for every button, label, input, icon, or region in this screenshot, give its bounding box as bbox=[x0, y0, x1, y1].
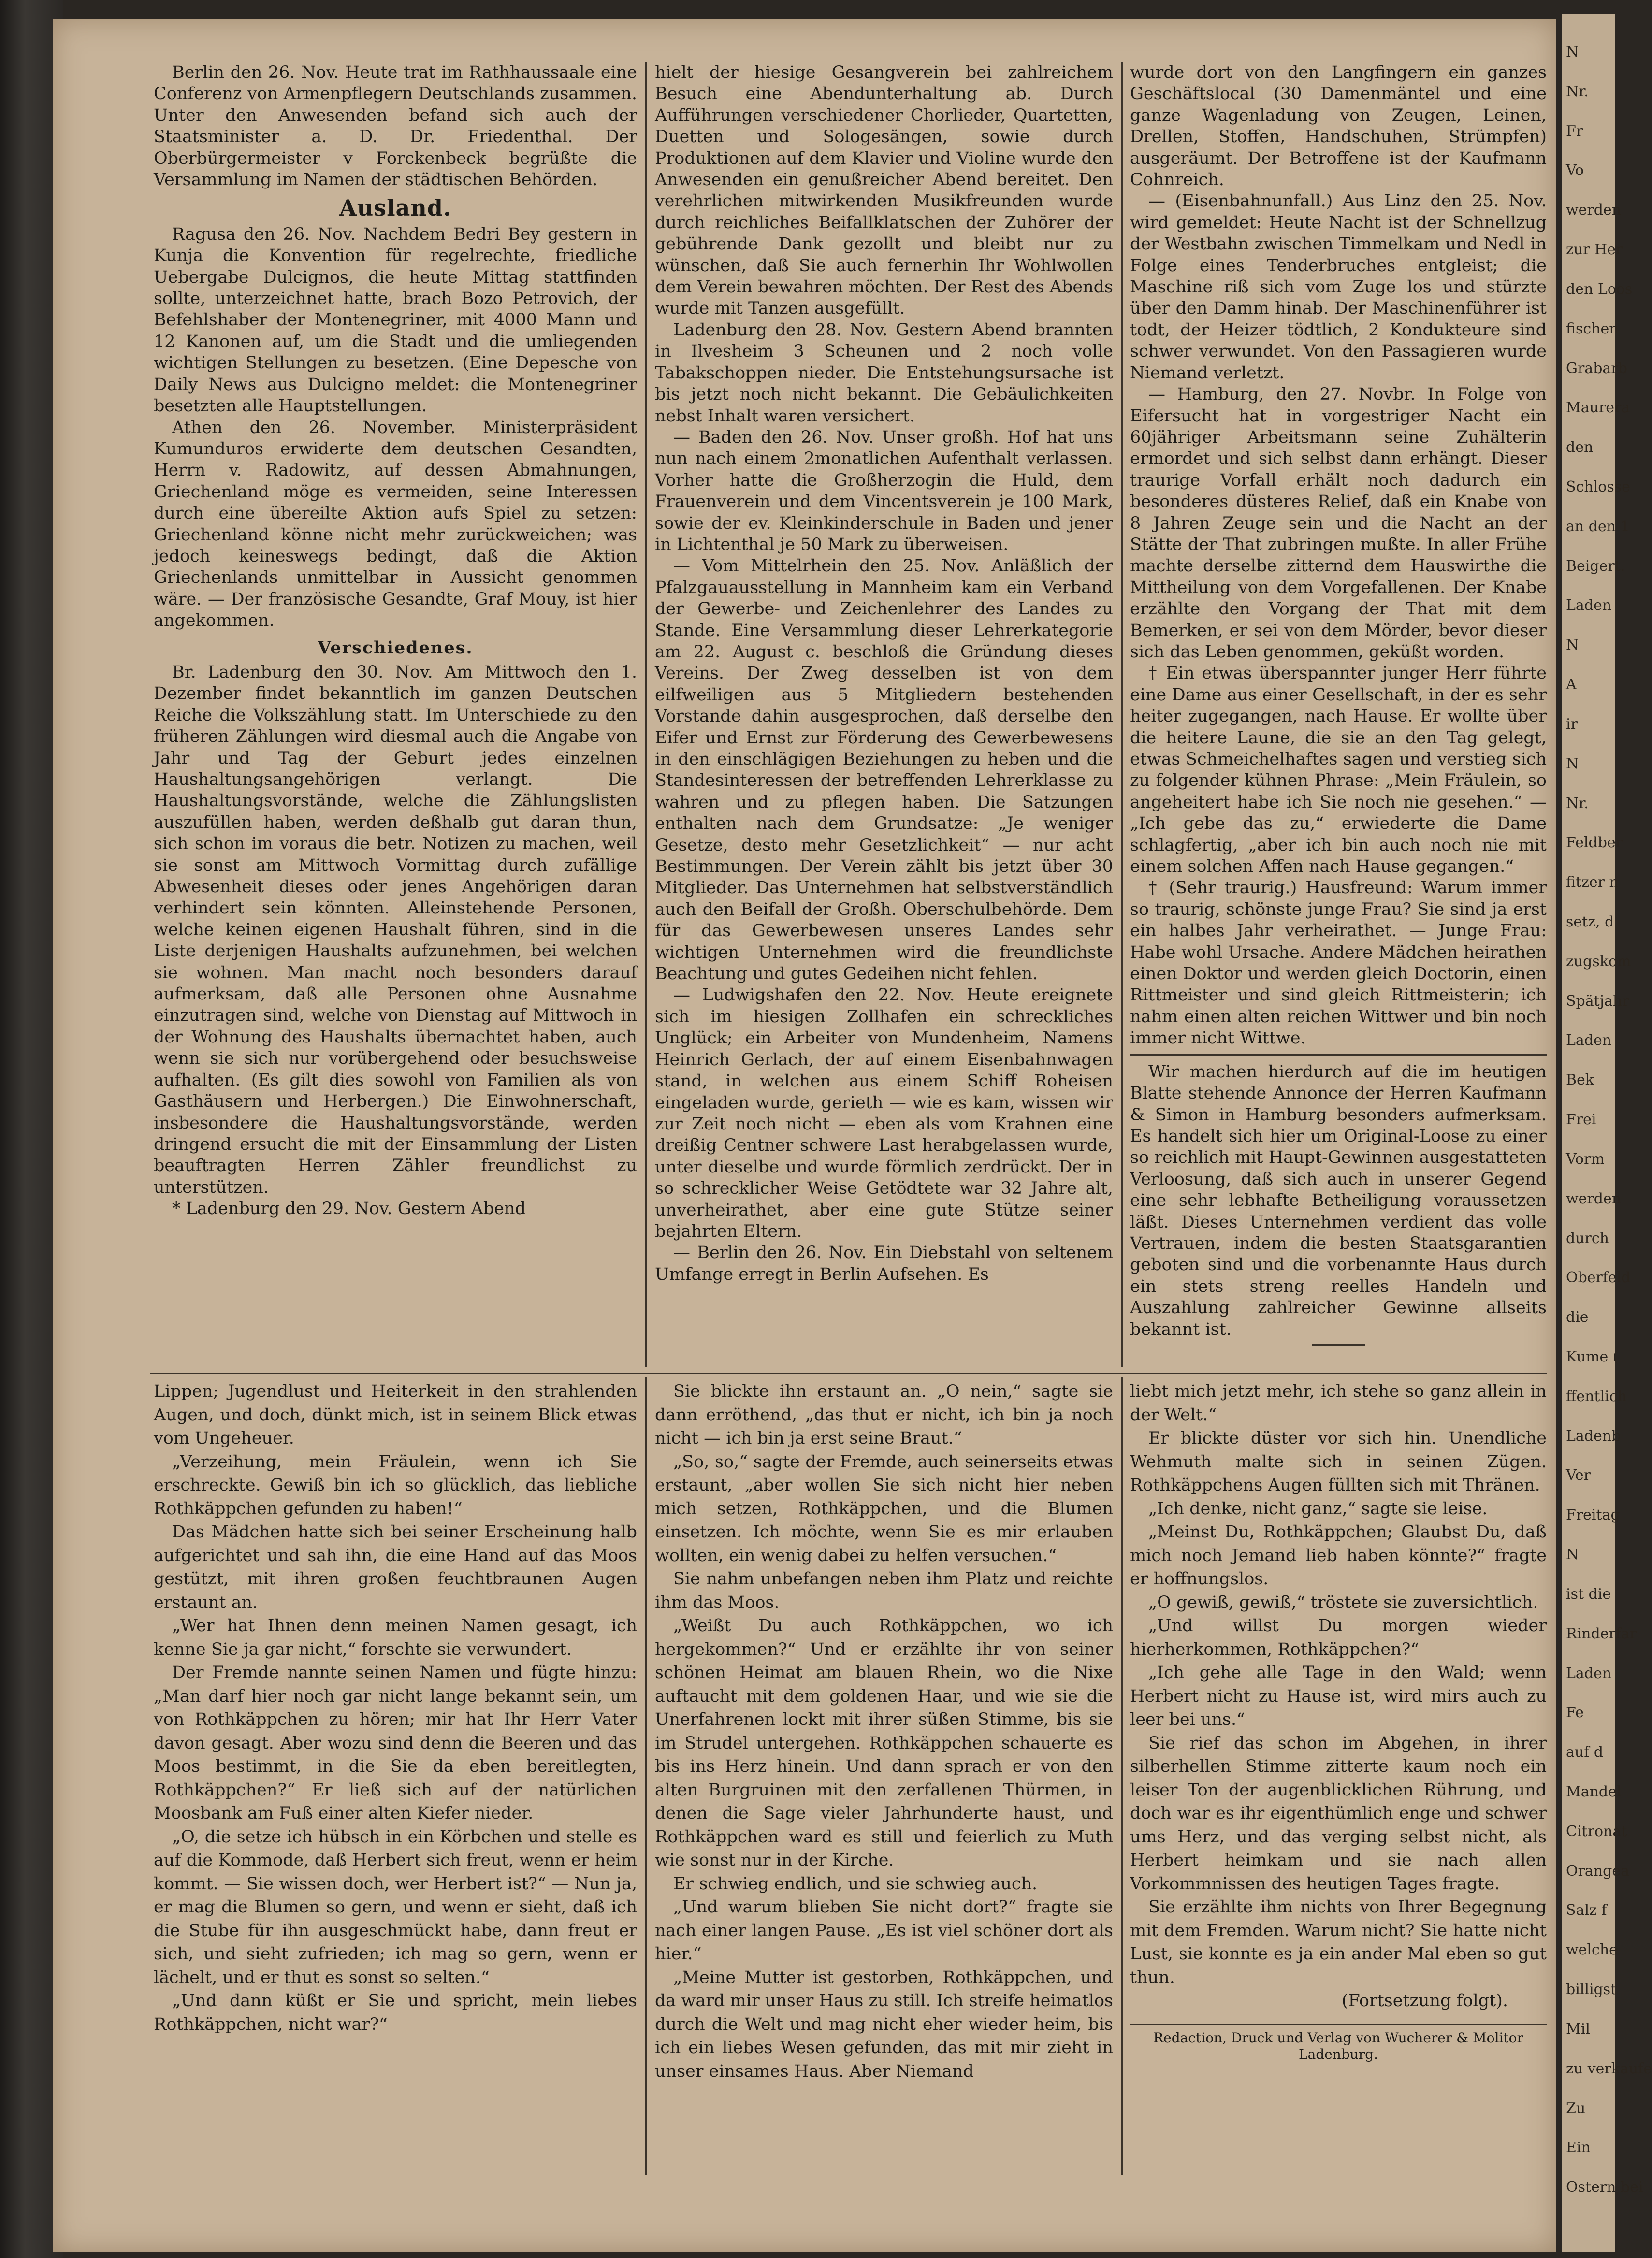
article-paragraph: Er schwieg endlich, und sie schwieg auch. bbox=[673, 1874, 1038, 1894]
lower-col2-paragraphs bbox=[655, 1380, 1113, 2083]
verschiedenes-paragraphs bbox=[154, 662, 637, 1220]
adjacent-page-fragment: Schlosse bbox=[1566, 478, 1630, 495]
article-paragraph: „Meine Mutter ist gestorben, Rothkäppchen, und da ward mir unser Haus zu still. Ich streife heimatlos durch die Welt und mag nicht eher wieder heim, bis ich ein liebes Wesen gefunden, das mit mir zieht in unser einsames Haus. Aber Niemand bbox=[655, 1968, 1113, 2081]
article-paragraph: † Ein etwas überspannter junger Herr führte eine Dame aus einer Gesellschaft, in der es sehr heiter zugegangen, nach Hause. Er wollte über die heitere Laune, die sie an den Tag gelegt, etwas Schmeichelhaftes sagen und verstieg sich zu folgender kühnen Phrase: „Mein Fräulein, so angeheitert habe ich Sie noch nie gesehen.“ — „Ich gebe das zu,“ erwiederte die Dame schlagfertig, „aber ich bin auch noch nie mit einem solchen Affen nach Hause gegangen.“ bbox=[1130, 664, 1547, 877]
adjacent-page-fragment: Spätjahr bbox=[1566, 992, 1629, 1010]
column-rule bbox=[1121, 1377, 1123, 2175]
article-paragraph: liebt mich jetzt mehr, ich stehe so ganz allein in der Welt.“ bbox=[1130, 1382, 1547, 1425]
adjacent-page-fragment: durch bbox=[1566, 1230, 1609, 1247]
article-paragraph: — Ludwigshafen den 22. Nov. Heute ereignete sich im hiesigen Zollhafen ein schreckliches Unglück; ein Arbeiter von Mundenheim, Namens Heinrich Gerlach, der auf einem Eisenbahnwagen stand, in welchen aus einem Schiff Roheisen eingeladen wurde, gerieth — wie es kam, wissen wir zur Zeit noch nicht — eben als vom Krahnen eine dreißig Centner schwere Last herabgelassen wurde, unter dieselbe und wurde förmlich zerdrückt. Der in so schrecklicher Weise Getödtete war 32 Jahre alt, unverheirathet, aber eine gute Stütze seiner bejahrten Eltern. bbox=[655, 985, 1113, 1241]
adjacent-page-fragment: N bbox=[1566, 637, 1579, 654]
adjacent-page-fragment: A bbox=[1566, 676, 1577, 694]
article-paragraph: Er blickte düster vor sich hin. Unendliche Wehmuth malte sich in seinen Zügen. Rothkäppchens Augen füllten sich mit Thränen. bbox=[1130, 1429, 1547, 1495]
short-rule bbox=[1312, 1344, 1365, 1346]
adjacent-page-fragment: Frei bbox=[1566, 1111, 1596, 1129]
adjacent-page-fragment: Fe bbox=[1566, 1704, 1584, 1722]
adjacent-page-fragment: Bek bbox=[1566, 1071, 1594, 1089]
article-paragraph: Sie nahm unbefangen neben ihm Platz und reichte ihm das Moos. bbox=[655, 1569, 1113, 1612]
ausland-heading: Ausland. bbox=[339, 195, 451, 221]
verschiedenes-heading: Verschiedenes. bbox=[318, 637, 473, 658]
upper-col2-paragraphs bbox=[655, 62, 1113, 1285]
adjacent-page-fragment: Salz f bbox=[1566, 1902, 1607, 1919]
adjacent-page-fragment: Mandel bbox=[1566, 1783, 1622, 1800]
article-paragraph: „Verzeihung, mein Fräulein, wenn ich Sie erschreckte. Gewiß bin ich so glücklich, das liebliche Rothkäppchen gefunden zu haben!“ bbox=[154, 1452, 637, 1519]
upper-col1-paragraphs bbox=[154, 62, 637, 190]
lower-col1-paragraphs bbox=[154, 1380, 637, 2036]
article-paragraph: „Weißt Du auch Rothkäppchen, wo ich hergekommen?“ Und er erzählte ihr von seiner schönen Heimat am blauen Rhein, wo die Nixe auftaucht mit dem goldenen Haar, und wie sie die Unerfahrenen lockt mit ihrer süßen Stimme, bis sie im Strudel untergehen. Rothkäppchen schauerte es bis ins Herz hinein. Und dann sprach er von den alten Burgruinen mit den zerfallenen Thürmen, in denen die Sage vieler Jahrhunderte haust, und Rothkäppchen ward es still und feierlich zu Muth wie sonst nur in der Kirche. bbox=[655, 1616, 1113, 1870]
adjacent-page-fragment: Orangea bbox=[1566, 1862, 1629, 1880]
article-paragraph: Athen den 26. November. Ministerpräsident Kumunduros erwiderte dem deutschen Gesandten, Herrn v. Radowitz, auf dessen Abmahnungen, Griechenland möge es vermeiden, seine Interessen durch eine übereilte Aktion aufs Spiel zu setzen: Griechenland könne nicht mehr zurückweichen; was jedoch keineswegs bedingt, daß die Aktion Griechenlands unmittelbar in Aussicht genommen wäre. — Der französische Gesandte, Graf Mouy, ist hier angekommen. bbox=[154, 418, 637, 631]
adjacent-page-fragment: Ladenb bbox=[1566, 1427, 1621, 1445]
lower-col3-paragraphs bbox=[1130, 1380, 1547, 1989]
adjacent-page-fragment: Rinderfar bbox=[1566, 1625, 1637, 1642]
adjacent-page-fragment: Nr. bbox=[1566, 83, 1589, 100]
adjacent-page-fragment: Vo bbox=[1566, 162, 1584, 179]
adjacent-page-fragment: Laden bbox=[1566, 1665, 1612, 1682]
article-paragraph: Das Mädchen hatte sich bei seiner Erscheinung halb aufgerichtet und sah ihn, die eine Hand auf das Moos gestützt, mit ihren großen feuchtbraunen Augen erstaunt an. bbox=[154, 1522, 637, 1612]
adjacent-page-fragment: ffentlich bbox=[1566, 1388, 1627, 1405]
article-paragraph: Br. Ladenburg den 30. Nov. Am Mittwoch den 1. Dezember findet bekanntlich im ganzen Deutschen Reiche die Volkszählung statt. Im Unterschiede zu den früheren Zählungen wird diesmal auch die Angabe von Jahr und Tag der Geburt jedes einzelnen Haushaltungsangehörigen verlangt. Die Haushaltungsvorstände, welche die Zählungslisten auszufüllen haben, werden deßhalb gut daran thun, sich schon im voraus die betr. Notizen zu machen, weil sie sonst am Mittwoch Vormittag durch zufällige Abwesenheit dieses oder jenes Angehörigen daran verhindert sein könnten. Alleinstehende Personen, welche keinen eigenen Haushalt führen, sind in die Liste derjenigen Haushalts aufzunehmen, bei welchen sie wohnen. Man macht noch besonders darauf aufmerksam, daß alle Personen ohne Ausnahme einzutragen sind, welche von Dienstag auf Mittwoch in der Wohnung des Haushalts übernachtet haben, auch wenn sie sich nur vorübergehend oder besuchsweise aufhalten. (Es gilt dies sowohl von Familien als von Gasthäusern und Herbergen.) Die Einwohnerschaft, insbesondere die Haushaltungsvorstände, werden dringend ersucht die mit der Einsammlung der Listen beauftragten Herren Zähler freundlichst zu unterstützen. bbox=[154, 662, 637, 1197]
article-paragraph: — Hamburg, den 27. Novbr. In Folge von Eifersucht hat in vorgestriger Nacht ein 60jähriger Arbeitsmann seine Zuhälterin ermordet und sich selbst dann erhängt. Dieser traurige Vorfall erhält noch dadurch ein besonderes düsteres Relief, daß ein Knabe von 8 Jahren Zeuge sein und die Nacht an der Stätte der That zubringen mußte. In aller Frühe machte derselbe zitternd dem Hauswirthe die Mittheilung von dem Vorgefallenen. Der Knabe erzählte den Vorgang der That mit dem Bemerken, er sei von dem Mörder, bevor dieser sich das Leben genommen, geküßt worden. bbox=[1130, 385, 1547, 662]
column-rule bbox=[645, 62, 647, 1367]
adjacent-page-fragment: Beigert. bbox=[1566, 557, 1625, 575]
imprint-rule bbox=[1130, 2024, 1547, 2025]
adjacent-page-fragment: Mil bbox=[1566, 2020, 1590, 2038]
article-paragraph: Sie blickte ihn erstaunt an. „O nein,“ sagte sie dann erröthend, „das thut er nicht, ich bin ja noch nicht — ich bin ja erst seine Braut.“ bbox=[655, 1382, 1113, 1448]
adjacent-page-fragment: fitzer n bbox=[1566, 874, 1619, 891]
column-rule bbox=[645, 1377, 647, 2175]
article-paragraph: „So, so,“ sagte der Fremde, auch seinerseits etwas erstaunt, „aber wollen Sie sich nicht hier neben mich setzen, Rothkäppchen, und die Blumen einsetzen. Ich möchte, wenn Sie es mir erlauben wollten, ein wenig dabei zu helfen versuchen.“ bbox=[655, 1452, 1113, 1565]
adjacent-page-fragment: Fr bbox=[1566, 122, 1583, 140]
article-paragraph: — Vom Mittelrhein den 25. Nov. Anläßlich der Pfalzgauausstellung in Mannheim kam ein Verband der Gewerbe- und Zeichenlehrer des Landes zu Stande. Eine Versammlung dieser Lehrerkategorie am 22. August c. beschloß die Gründung dieses Vereins. Der Zweg desselben ist von dem eilfweiligen aus 5 Mitgliedern bestehenden Vorstande dahin ausgesprochen, daß derselbe den Eifer und Ernst zur Förderung des Gewerbewesens in den einschlägigen Beziehungen zu heben und die Standesinteressen der betreffenden Lehrerklasse zu wahren und zu pflegen haben. Die Satzungen enthalten nach dem Grundsatze: „Je weniger Gesetze, desto mehr Gesetzlichkeit“ — nur acht Bestimmungen. Der Verein zählt bis jetzt über 30 Mitglieder. Das Unternehmen hat selbstverständlich auch den Beifall der Großh. Oberschulbehörde. Dem für das Gewerbewesen unseres Landes sehr wichtigen Unternehmen wird die freundlichste Beachtung und gutes Gedeihen nicht fehlen. bbox=[655, 556, 1113, 984]
adjacent-page-fragment: zu verkaufe bbox=[1566, 2060, 1652, 2077]
lower-column-2 bbox=[655, 1380, 1113, 2083]
article-paragraph: hielt der hiesige Gesangverein bei zahlreichem Besuch eine Abendunterhaltung ab. Durch Aufführungen verschiedener Chorlieder, Quartetten, Duetten und Sologesängen, sowie durch Produktionen auf dem Klavier und Violine wurde den Anwesenden ein genußreicher Abend bereitet. Den verehrlichen mitwirkenden Musikfreunden wurde durch reichliches Beifallklatschen der Zuhörer der gebührende Dank gezollt und bleibt nur zu wünschen, daß Sie auch fernerhin Ihr Wohlwollen dem Verein bewahren möchten. Der Rest des Abends wurde mit Tanzen ausgefüllt. bbox=[655, 63, 1113, 318]
article-paragraph: * Ladenburg den 29. Nov. Gestern Abend bbox=[172, 1199, 526, 1219]
adjacent-page-fragment: Ver bbox=[1566, 1467, 1591, 1484]
lower-column-1 bbox=[154, 1380, 637, 2036]
adjacent-page-fragment: Vorm bbox=[1566, 1150, 1605, 1168]
adjacent-page-fragment: N bbox=[1566, 43, 1579, 60]
adjacent-page-fragment: Grabarb bbox=[1566, 360, 1627, 377]
article-paragraph: — Berlin den 26. Nov. Ein Diebstahl von seltenem Umfange erregt in Berlin Aufsehen. Es bbox=[655, 1243, 1113, 1284]
adjacent-page-fragment: Maurera bbox=[1566, 399, 1630, 417]
imprint-line: Redaction, Druck und Verlag von Wucherer & Molitor Ladenburg. bbox=[1153, 2029, 1523, 2062]
article-paragraph: Lippen; Jugendlust und Heiterkeit in den strahlenden Augen, und doch, dünkt mich, ist in seinem Blick etwas vom Ungeheuer. bbox=[154, 1382, 637, 1448]
article-paragraph: Ragusa den 26. Nov. Nachdem Bedri Bey gestern in Kunja die Konvention für regelrechte, friedliche Uebergabe Dulcignos, die heute Mittag stattfinden sollte, unterzeichnet hatte, brach Bozo Petrovich, der Befehlshaber der Montenegriner, mit 4000 Mann und 12 Kanonen auf, um die Stadt und die umliegenden wichtigen Stellungen zu besetzen. (Eine Depesche von Daily News aus Dulcigno meldet: die Montenegriner besetzten alle Hauptstellungen. bbox=[154, 224, 637, 416]
upper-column-1 bbox=[154, 62, 637, 1220]
adjacent-page-fragment: den Loos bbox=[1566, 280, 1633, 298]
article-paragraph: „O, die setze ich hübsch in ein Körbchen und stelle es auf die Kommode, daß Herbert sich freut, wenn er heim kommt. — Sie wissen doch, wer Herbert ist?“ — Nun ja, er mag die Blumen so gern, und wenn er sieht, daß ich die Stube für ihn ausgeschmückt habe, dann freut er sich, und sieht zufrieden; ich mag so gern, wenn er lächelt, und er thut es sonst so selten.“ bbox=[154, 1827, 637, 1987]
article-paragraph: wurde dort von den Langfingern ein ganzes Geschäftslocal (30 Damenmäntel und eine ganze Wagenladung von Zeugen, Leinen, Drellen, Stoffen, Handschuhen, Strümpfen) ausgeräumt. Der Betroffene ist der Kaufmann Cohnreich. bbox=[1130, 63, 1547, 190]
adjacent-page-fragment: Nr. bbox=[1566, 795, 1589, 812]
adjacent-page-fragment: Oberfeld bbox=[1566, 1269, 1631, 1287]
adjacent-page-fragment: zur Her bbox=[1566, 241, 1623, 259]
adjacent-page-fragment: ir bbox=[1566, 715, 1578, 733]
article-paragraph: „Ich denke, nicht ganz,“ sagte sie leise. bbox=[1148, 1499, 1488, 1519]
adjacent-page-fragment: Freitag bbox=[1566, 1506, 1620, 1524]
article-paragraph: Der Fremde nannte seinen Namen und fügte hinzu: „Man darf hier noch gar nicht lange bekannt sein, um von Rothkäppchen zu hören; mir hat Ihr Herr Vater davon gesagt. Aber wozu sind denn die Beeren und das Moos bestimmt, in die Sie da eben bereitlegten, Rothkäppchen?“ Er ließ sich auf der natürlichen Moosbank am Fuß einer alten Kiefer nieder. bbox=[154, 1663, 637, 1823]
article-paragraph: † (Sehr traurig.) Hausfreund: Warum immer so traurig, schönste junge Frau? Sie sind ja erst ein halbes Jahr verheirathet. — Junge Frau: Habe wohl Ursache. Andere Mädchen heirathen einen Doktor und werden gleich Doctorin, einen Rittmeister und sind gleich Rittmeisterin; ich nahm einen alten reichen Wittwer und bin noch immer nicht Wittwe. bbox=[1130, 878, 1547, 1048]
article-paragraph: „Und willst Du morgen wieder hierherkommen, Rothkäppchen?“ bbox=[1130, 1616, 1547, 1659]
ausland-paragraphs bbox=[154, 224, 637, 632]
adjacent-page-fragment: die bbox=[1566, 1309, 1589, 1326]
column-rule bbox=[1121, 62, 1123, 1367]
continuation-note: (Fortsetzung folgt). bbox=[1341, 1991, 1508, 2011]
adjacent-page-fragment: N bbox=[1566, 755, 1579, 772]
article-paragraph: Ladenburg den 28. Nov. Gestern Abend brannten in Ilvesheim 3 Scheunen und 2 noch volle Tabakschoppen nieder. Die Entstehungsursache ist bis jetzt noch nicht bekannt. Die Gebäulichkeiten nebst Inhalt waren versichert. bbox=[655, 320, 1113, 426]
adjacent-page-fragment: den bbox=[1566, 439, 1594, 456]
adjacent-page-fragment: billigst bbox=[1566, 1981, 1617, 1998]
lower-column-3 bbox=[1130, 1380, 1547, 2063]
adjacent-page-fragment: ist die bbox=[1566, 1585, 1611, 1603]
article-paragraph: „Meinst Du, Rothkäppchen; Glaubst Du, daß mich noch Jemand lieb haben könnte?“ fragte er hoffnungslos. bbox=[1130, 1522, 1547, 1589]
adjacent-page-fragment: welche bbox=[1566, 1941, 1618, 1959]
adjacent-page-fragment: Laden bbox=[1566, 1032, 1612, 1049]
article-paragraph: „Und warum blieben Sie nicht dort?“ fragte sie nach einer langen Pause. „Es ist viel schöner dort als hier.“ bbox=[655, 1897, 1113, 1964]
adjacent-page-fragment: auf d bbox=[1566, 1744, 1604, 1761]
adjacent-page-fragment: N bbox=[1566, 1546, 1579, 1563]
adjacent-page-fragment: an den 1 bbox=[1566, 518, 1630, 535]
adjacent-page-fragment: Citronat bbox=[1566, 1823, 1627, 1840]
article-paragraph: — (Eisenbahnunfall.) Aus Linz den 25. Nov. wird gemeldet: Heute Nacht ist der Schnellzug der Westbahn zwischen Timmelkam und Nedl in Folge eines Tenderbruches entgleist; die Maschine riß sich vom Zuge los und stürzte über den Damm hinab. Der Maschinenführer ist todt, der Heizer tödtlich, 2 Kondukteure sind schwer verwundet. Von den Passagieren wurde Niemand verletzt. bbox=[1130, 191, 1547, 383]
adjacent-page-fragment: Feldber bbox=[1566, 834, 1623, 852]
article-paragraph: Sie rief das schon im Abgehen, in ihrer silberhellen Stimme zitterte kaum noch ein leiser Ton der augenblicklichen Rührung, und doch war es ihr eigenthümlich enge und schwer ums Herz, und das verging selbst nicht, als Herbert heimkam und sie nach allen Vorkommnissen des heutigen Tages fragte. bbox=[1130, 1733, 1547, 1894]
article-paragraph: Sie erzählte ihm nichts von Ihrer Begegnung mit dem Fremden. Warum nicht? Sie hatte nicht Lust, sie konnte es ja ein ander Mal eben so gut thun. bbox=[1130, 1897, 1547, 1987]
upper-col3-paragraphs bbox=[1130, 62, 1547, 1049]
adjacent-page-edge bbox=[1562, 14, 1652, 2252]
article-paragraph: „Ich gehe alle Tage in den Wald; wenn Herbert nicht zu Hause ist, wird mirs auch zu leer bei uns.“ bbox=[1130, 1663, 1547, 1729]
notice-paragraph: Wir machen hierdurch auf die im heutigen Blatte stehende Annonce der Herren Kaufmann & Simon in Hamburg besonders aufmerksam. Es handelt sich hier um Original-Loose zu einer so reichlich mit Haupt-Gewinnen ausgestatteten Verloosung, daß sich auch in unserer Gegend eine sehr lebhafte Betheiligung voraussetzen läßt. Dieses Unternehmen verdient das volle Vertrauen, indem die besten Staatsgarantien geboten sind und die vorbenannte Haus durch ein stets streng reelles Handeln und Auszahlung zahlreicher Gewinne allseits bekannt ist. bbox=[1130, 1062, 1547, 1339]
adjacent-page-fragment: fischen bbox=[1566, 320, 1619, 337]
newspaper-page bbox=[53, 19, 1556, 2252]
article-paragraph: „Wer hat Ihnen denn meinen Namen gesagt, ich kenne Sie ja gar nicht,“ forschte sie verwundert. bbox=[154, 1616, 637, 1659]
adjacent-page-fragment: zugskom bbox=[1566, 953, 1631, 970]
article-paragraph: „Und dann küßt er Sie und spricht, mein liebes Rothkäppchen, nicht war?“ bbox=[154, 1991, 637, 2034]
upper-column-3 bbox=[1130, 62, 1547, 1346]
article-paragraph: „O gewiß, gewiß,“ tröstete sie zuversichtlich. bbox=[1148, 1592, 1538, 1612]
adjacent-page-fragment: Ein bbox=[1566, 2139, 1591, 2157]
notice-rule bbox=[1130, 1054, 1547, 1056]
adjacent-page-fragment: Ostern bei bbox=[1566, 2179, 1643, 2196]
adjacent-page-fragment: setz, d bbox=[1566, 913, 1614, 930]
adjacent-page-fragment: Kume ( bbox=[1566, 1348, 1619, 1365]
adjacent-page-fragment: werden bbox=[1566, 1190, 1622, 1207]
feuilleton-rule bbox=[150, 1373, 1547, 1374]
adjacent-page-fragment: Zu bbox=[1566, 2099, 1586, 2117]
article-paragraph: Berlin den 26. Nov. Heute trat im Rathhaussaale eine Conferenz von Armenpflegern Deutschlands zusammen. Unter den Anwesenden befand sich auch der Staatsminister a. D. Dr. Friedenthal. Der Oberbürgermeister v Forckenbeck begrüßte die Versammlung im Namen der städtischen Behörden. bbox=[154, 63, 637, 190]
article-paragraph: — Baden den 26. Nov. Unser großh. Hof hat uns nun nach einem 2monatlichen Aufenthalt verlassen. Vorher hatte die Großherzogin die Huld, dem Frauenverein und dem Vincentsverein je 100 Mark, sowie der ev. Kleinkinderschule in Baden und jener in Lichtenthal je 50 Mark zu überweisen. bbox=[655, 427, 1113, 554]
adjacent-page-fragment: Laden bbox=[1566, 597, 1612, 614]
adjacent-page-fragment: werden bbox=[1566, 202, 1622, 219]
upper-column-2 bbox=[655, 62, 1113, 1285]
